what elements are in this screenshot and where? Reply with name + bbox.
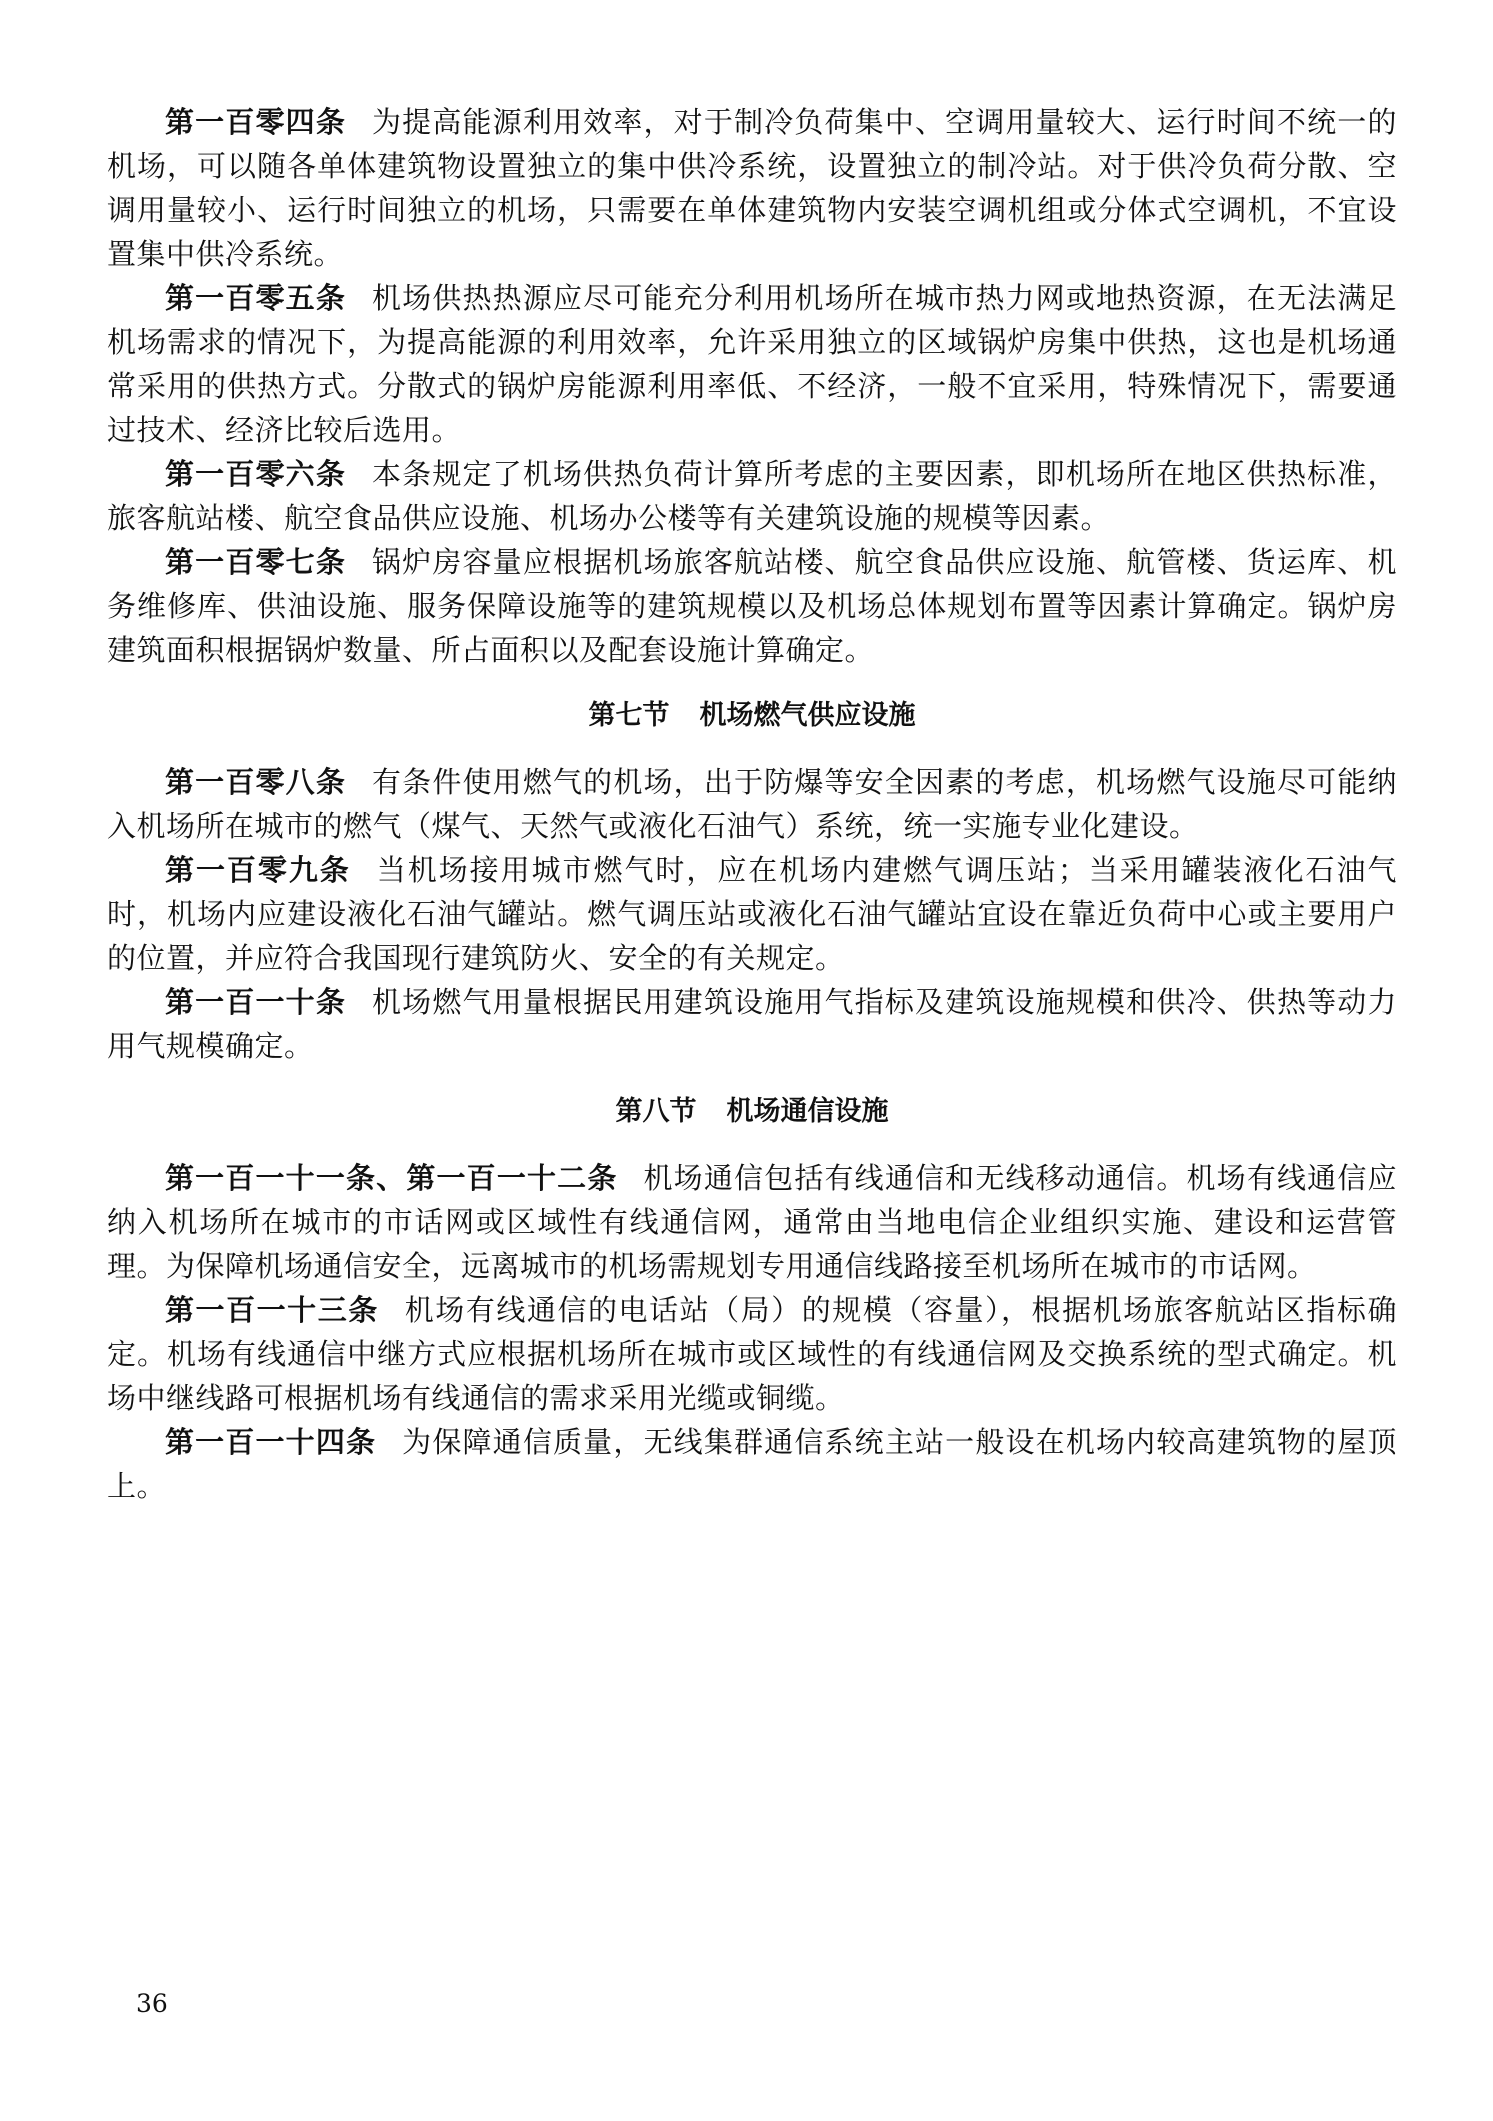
article-label: 第一百一十三条 [165, 1293, 379, 1327]
article-label: 第一百零六条 [165, 457, 346, 491]
article-label: 第一百零八条 [165, 765, 346, 799]
article-label: 第一百一十一条、第一百一十二条 [165, 1161, 618, 1195]
section-number: 第七节 [588, 700, 670, 731]
article-111-112 [107, 1156, 1397, 1288]
section-heading-8 [107, 1090, 1397, 1134]
article-text: 为保障通信质量，无线集群通信系统主站一般设在机场内较高建筑物的屋顶上。 [107, 1425, 1397, 1503]
section-title: 机场通信设施 [726, 1096, 889, 1127]
article-text: 机场燃气用量根据民用建筑设施用气指标及建筑设施规模和供冷、供热等动力用气规模确定。 [107, 985, 1397, 1063]
article-label: 第一百零五条 [165, 281, 346, 315]
article-label: 第一百零四条 [165, 105, 346, 139]
article-113 [107, 1288, 1397, 1420]
section-heading-7 [107, 694, 1397, 738]
article-114 [107, 1420, 1397, 1508]
article-label: 第一百一十条 [165, 985, 346, 1019]
article-109 [107, 848, 1397, 980]
article-108 [107, 760, 1397, 848]
page-number: 36 [136, 1989, 168, 2018]
article-text: 锅炉房容量应根据机场旅客航站楼、航空食品供应设施、航管楼、货运库、机务维修库、供油设施、服务保障设施等的建筑规模以及机场总体规划布置等因素计算确定。锅炉房建筑面积根据锅炉数量、所占面积以及配套设施计算确定。 [107, 545, 1397, 667]
section-number: 第八节 [615, 1096, 697, 1127]
article-107 [107, 540, 1397, 672]
article-text: 有条件使用燃气的机场，出于防爆等安全因素的考虑，机场燃气设施尽可能纳入机场所在城市的燃气（煤气、天然气或液化石油气）系统，统一实施专业化建设。 [107, 765, 1397, 843]
article-label: 第一百一十四条 [165, 1425, 377, 1459]
article-text: 机场供热热源应尽可能充分利用机场所在城市热力网或地热资源，在无法满足机场需求的情况下，为提高能源的利用效率，允许采用独立的区域锅炉房集中供热，这也是机场通常采用的供热方式。分散式的锅炉房能源利用率低、不经济，一般不宜采用，特殊情况下，需要通过技术、经济比较后选用。 [107, 281, 1397, 447]
article-104 [107, 100, 1397, 276]
article-label: 第一百零七条 [165, 545, 346, 579]
article-text: 机场通信包括有线通信和无线移动通信。机场有线通信应纳入机场所在城市的市话网或区域性有线通信网，通常由当地电信企业组织实施、建设和运营管理。为保障机场通信安全，远离城市的机场需规划专用通信线路接至机场所在城市的市话网。 [107, 1161, 1397, 1283]
article-text: 本条规定了机场供热负荷计算所考虑的主要因素，即机场所在地区供热标准，旅客航站楼、航空食品供应设施、机场办公楼等有关建筑设施的规模等因素。 [107, 457, 1397, 535]
article-text: 为提高能源利用效率，对于制冷负荷集中、空调用量较大、运行时间不统一的机场，可以随各单体建筑物设置独立的集中供冷系统，设置独立的制冷站。对于供冷负荷分散、空调用量较小、运行时间独立的机场，只需要在单体建筑物内安装空调机组或分体式空调机，不宜设置集中供冷系统。 [107, 105, 1397, 271]
section-title: 机场燃气供应设施 [699, 700, 916, 731]
article-106 [107, 452, 1397, 540]
article-text: 机场有线通信的电话站（局）的规模（容量），根据机场旅客航站区指标确定。机场有线通信中继方式应根据机场所在城市或区域性的有线通信网及交换系统的型式确定。机场中继线路可根据机场有线通信的需求采用光缆或铜缆。 [107, 1293, 1397, 1415]
article-105 [107, 276, 1397, 452]
article-text: 当机场接用城市燃气时，应在机场内建燃气调压站；当采用罐装液化石油气时，机场内应建设液化石油气罐站。燃气调压站或液化石油气罐站宜设在靠近负荷中心或主要用户的位置，并应符合我国现行建筑防火、安全的有关规定。 [107, 853, 1397, 975]
document-body [107, 100, 1397, 1508]
article-label: 第一百零九条 [165, 853, 351, 887]
article-110 [107, 980, 1397, 1068]
